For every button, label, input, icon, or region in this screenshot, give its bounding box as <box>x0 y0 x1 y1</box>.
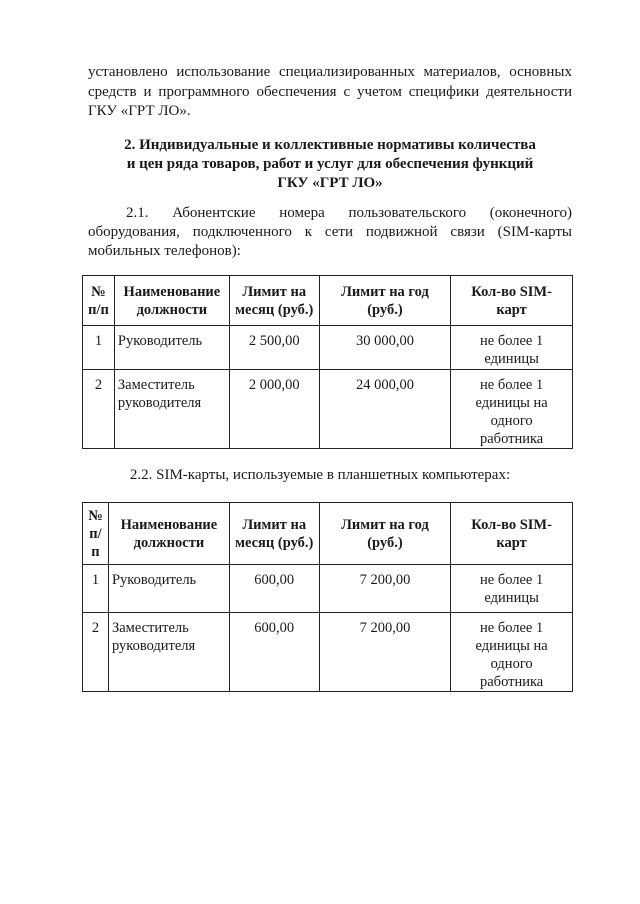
header-sim-count: Кол-во SIM- карт <box>451 503 573 565</box>
section-heading-line: 2. Индивидуальные и коллективные нормативы количества <box>124 137 536 153</box>
header-position: Наименование должности <box>114 276 229 326</box>
cell-sim-count: не более 1 единицы <box>451 565 573 613</box>
cell-year-limit: 7 200,00 <box>319 565 451 613</box>
cell-month-limit: 2 000,00 <box>229 370 319 449</box>
cell-sim-count: не более 1 единицы <box>451 326 573 370</box>
header-year-limit: Лимит на год (руб.) <box>319 276 451 326</box>
header-position: Наименование должности <box>108 503 229 565</box>
table-row <box>83 613 573 692</box>
section-heading <box>88 136 572 193</box>
section-heading-line: и цен ряда товаров, работ и услуг для обеспечения функций <box>126 156 534 172</box>
cell-num: 2 <box>83 370 115 449</box>
subsection-line: 2.1. Абонентские номера пользовательского (оконечного) <box>126 205 572 221</box>
section-heading-line: ГКУ «ГРТ ЛО» <box>277 175 383 191</box>
header-num: № п/п <box>83 276 115 326</box>
table-header-row <box>83 276 573 326</box>
header-month-limit: Лимит на месяц (руб.) <box>229 276 319 326</box>
cell-num: 1 <box>83 326 115 370</box>
subsection-2-2-paragraph: 2.2. SIM-карты, используемые в планшетных компьютерах: <box>129 467 511 483</box>
table-mobile-sim-limits <box>82 275 573 449</box>
header-num: № п/ п <box>83 503 109 565</box>
subsection-2-1-paragraph <box>88 204 572 261</box>
cell-year-limit: 7 200,00 <box>319 613 451 692</box>
intro-line: средств и программного обеспечения с учетом специфики деятельности <box>88 83 572 100</box>
cell-num: 1 <box>83 565 109 613</box>
cell-position: Руководитель <box>108 565 229 613</box>
cell-month-limit: 600,00 <box>229 565 319 613</box>
intro-line: установлено использование специализированных материалов, основных <box>88 64 572 80</box>
table-header-row <box>83 503 573 565</box>
subsection-line: оборудования, подключенного к сети подвижной связи (SIM-карты <box>88 224 572 240</box>
intro-line: ГКУ «ГРТ ЛО». <box>88 103 191 119</box>
cell-position: Руководитель <box>114 326 229 370</box>
table-row <box>83 370 573 449</box>
cell-sim-count: не более 1 единицы на одного работника <box>451 613 573 692</box>
cell-month-limit: 600,00 <box>229 613 319 692</box>
cell-position: Заместитель руководителя <box>108 613 229 692</box>
header-month-limit: Лимит на месяц (руб.) <box>229 503 319 565</box>
cell-year-limit: 30 000,00 <box>319 326 451 370</box>
cell-position: Заместитель руководителя <box>114 370 229 449</box>
intro-paragraph <box>88 63 572 122</box>
cell-num: 2 <box>83 613 109 692</box>
cell-sim-count: не более 1 единицы на одного работника <box>451 370 573 449</box>
header-sim-count: Кол-во SIM- карт <box>451 276 573 326</box>
cell-year-limit: 24 000,00 <box>319 370 451 449</box>
cell-month-limit: 2 500,00 <box>229 326 319 370</box>
table-row <box>83 565 573 613</box>
table-row <box>83 326 573 370</box>
header-year-limit: Лимит на год (руб.) <box>319 503 451 565</box>
table-tablet-sim-limits <box>82 502 573 692</box>
subsection-line: мобильных телефонов): <box>88 243 241 259</box>
